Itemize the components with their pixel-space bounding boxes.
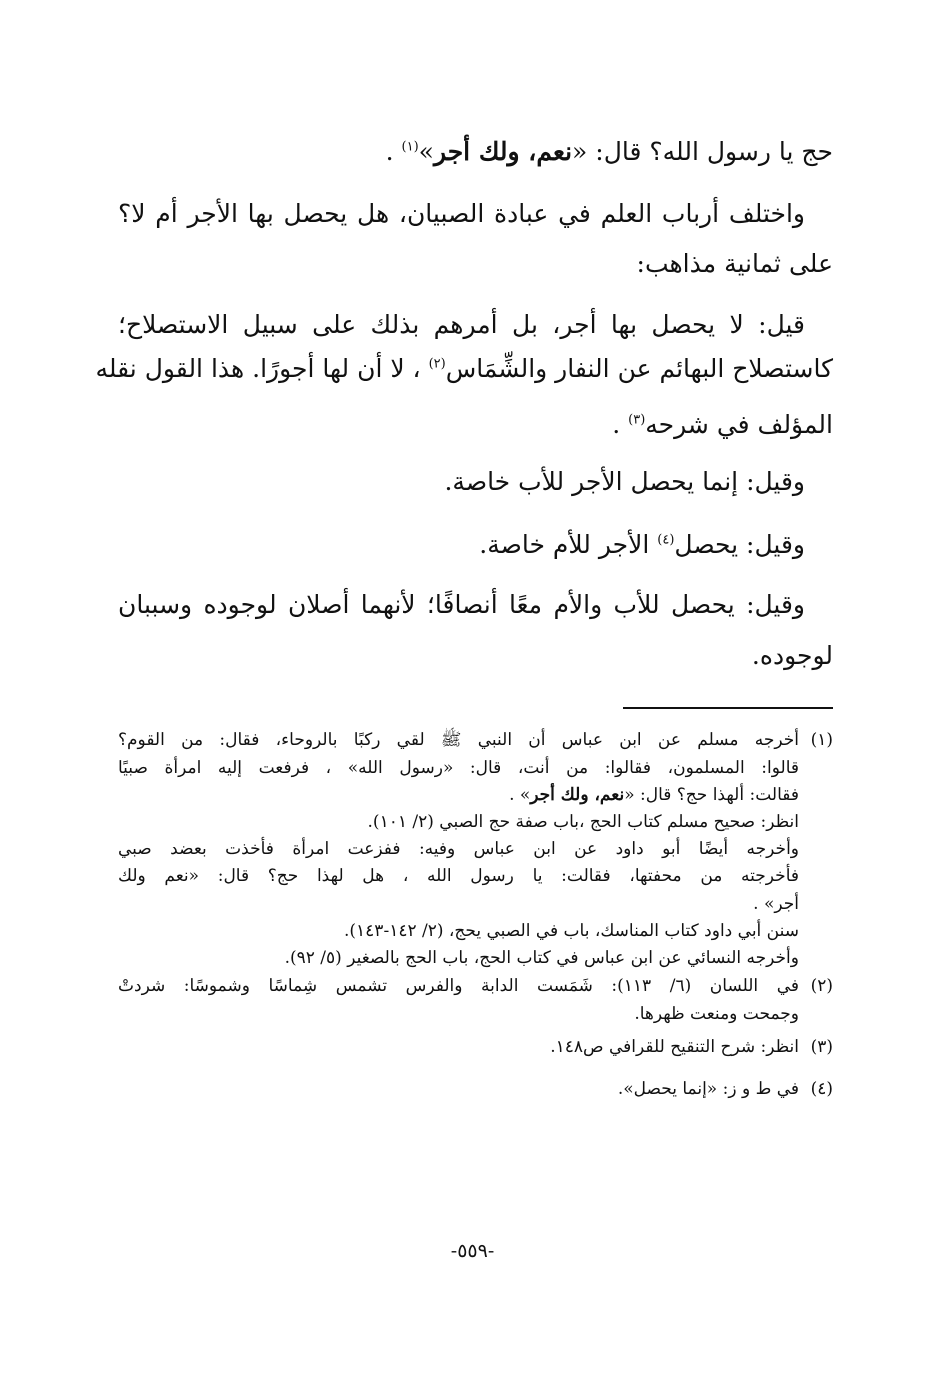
footnote-1-line-8: سنن أبي داود كتاب المناسك، باب في الصبي يحج، (٢/ ١٤٢-١٤٣). (344, 921, 799, 941)
footnote-1-line-4: انظر: صحيح مسلم كتاب الحج ،باب صفة حج الصبي (٢/ ١٠١). (367, 812, 799, 832)
text-segment: . (612, 410, 629, 439)
footnote-number-4: (٤) (810, 1079, 833, 1099)
body-line-5 (95, 352, 833, 386)
footnote-1-line-9: وأخرجه النسائي عن ابن عباس في كتاب الحج، باب الحج بالصغير (٥/ ٩٢). (284, 948, 799, 968)
footnote-text: انظر: شرح التنقيح للقرافي ص١٤٨. (550, 1037, 799, 1057)
text-segment: المؤلف في شرحه (645, 410, 833, 439)
body-line-6 (612, 408, 833, 442)
footnote-text: في ط و ز: «إنما يحصل». (617, 1079, 799, 1099)
quote-bold: نعم، ولك أجر (433, 137, 573, 166)
text-segment: ، لا أن لها أجورًا. هذا القول نقله (95, 354, 429, 383)
text-segment: » (418, 137, 434, 166)
footnote-number-2: (٢) (810, 976, 833, 996)
body-line-1 (386, 135, 833, 169)
footnote-text: » . (509, 785, 531, 805)
page-number: -٥٥٩- (450, 1240, 495, 1262)
footnote-1-line-2: قالوا: المسلمون، فقالوا: من أنت، قال: «رسول الله» ، فرفعت إليه امرأة صبيًا (118, 758, 799, 778)
footnote-1-line-5: وأخرجه أيضًا أبو داود عن ابن عباس وفيه: ففزعت امرأة فأخذت بعضد صبي (118, 839, 799, 859)
text-segment: . (385, 137, 402, 166)
text-segment: حج يا رسول الله؟ قال: « (572, 137, 833, 166)
body-line-8 (479, 528, 805, 562)
body-line-2: واختلف أرباب العلم في عبادة الصبيان، هل يحصل بها الأجر أم لا؟ (118, 199, 805, 228)
footnote-text: في اللسان (٦/ ١١٣): شَمَست الدابة والفرس تشمس شِماسًا وشموسًا: شردتْ (118, 976, 799, 996)
body-line-3: على ثمانية مذاهب: (636, 249, 833, 278)
footnote-separator (623, 707, 833, 709)
text-segment: الأجر للأم خاصة. (479, 530, 658, 559)
body-line-9: وقيل: يحصل للأب والأم معًا أنصافًا؛ لأنهما أصلان لوجوده وسببان (118, 590, 805, 619)
footnote-2-line-1 (118, 974, 833, 998)
footnote-ref-4[interactable]: (٤) (657, 532, 675, 548)
footnote-ref-2[interactable]: (٢) (428, 356, 446, 372)
footnote-1-line-1 (118, 728, 833, 752)
footnote-ref-1[interactable]: (١) (401, 139, 419, 155)
body-line-4: قيل: لا يحصل بها أجر، بل أمرهم بذلك على سبيل الاستصلاح؛ (118, 310, 805, 339)
text-segment: وقيل: يحصل (674, 530, 805, 559)
footnote-1-line-7: أجر» . (753, 894, 799, 914)
footnote-text: أخرجه مسلم عن ابن عباس أن النبي ﷺ لقي ركبًا بالروحاء، فقال: من القوم؟ (118, 730, 799, 750)
footnote-3-line-1 (550, 1035, 833, 1059)
footnote-number-3: (٣) (810, 1037, 833, 1057)
footnote-text: فقالت: ألهذا حج؟ قال: « (624, 785, 799, 805)
footnote-4-line-1 (618, 1077, 833, 1101)
quote-bold: نعم، ولك أجر (530, 785, 625, 805)
body-line-7: وقيل: إنما يحصل الأجر للأب خاصة. (444, 467, 805, 496)
text-segment: كاستصلاح البهائم عن النفار والشِّمَاس (445, 354, 833, 383)
footnote-1-line-6: فأخرجته من محفتها، فقالت: يا رسول الله ، هل لهذا حج؟ قال: «نعم ولك (118, 866, 799, 886)
body-line-10: لوجوده. (751, 641, 833, 670)
footnote-number-1: (١) (810, 730, 833, 750)
footnote-ref-3[interactable]: (٣) (628, 412, 646, 428)
footnote-1-line-3 (509, 783, 799, 807)
footnote-2-line-2: وجمحت ومنعت ظهرها. (634, 1004, 799, 1024)
